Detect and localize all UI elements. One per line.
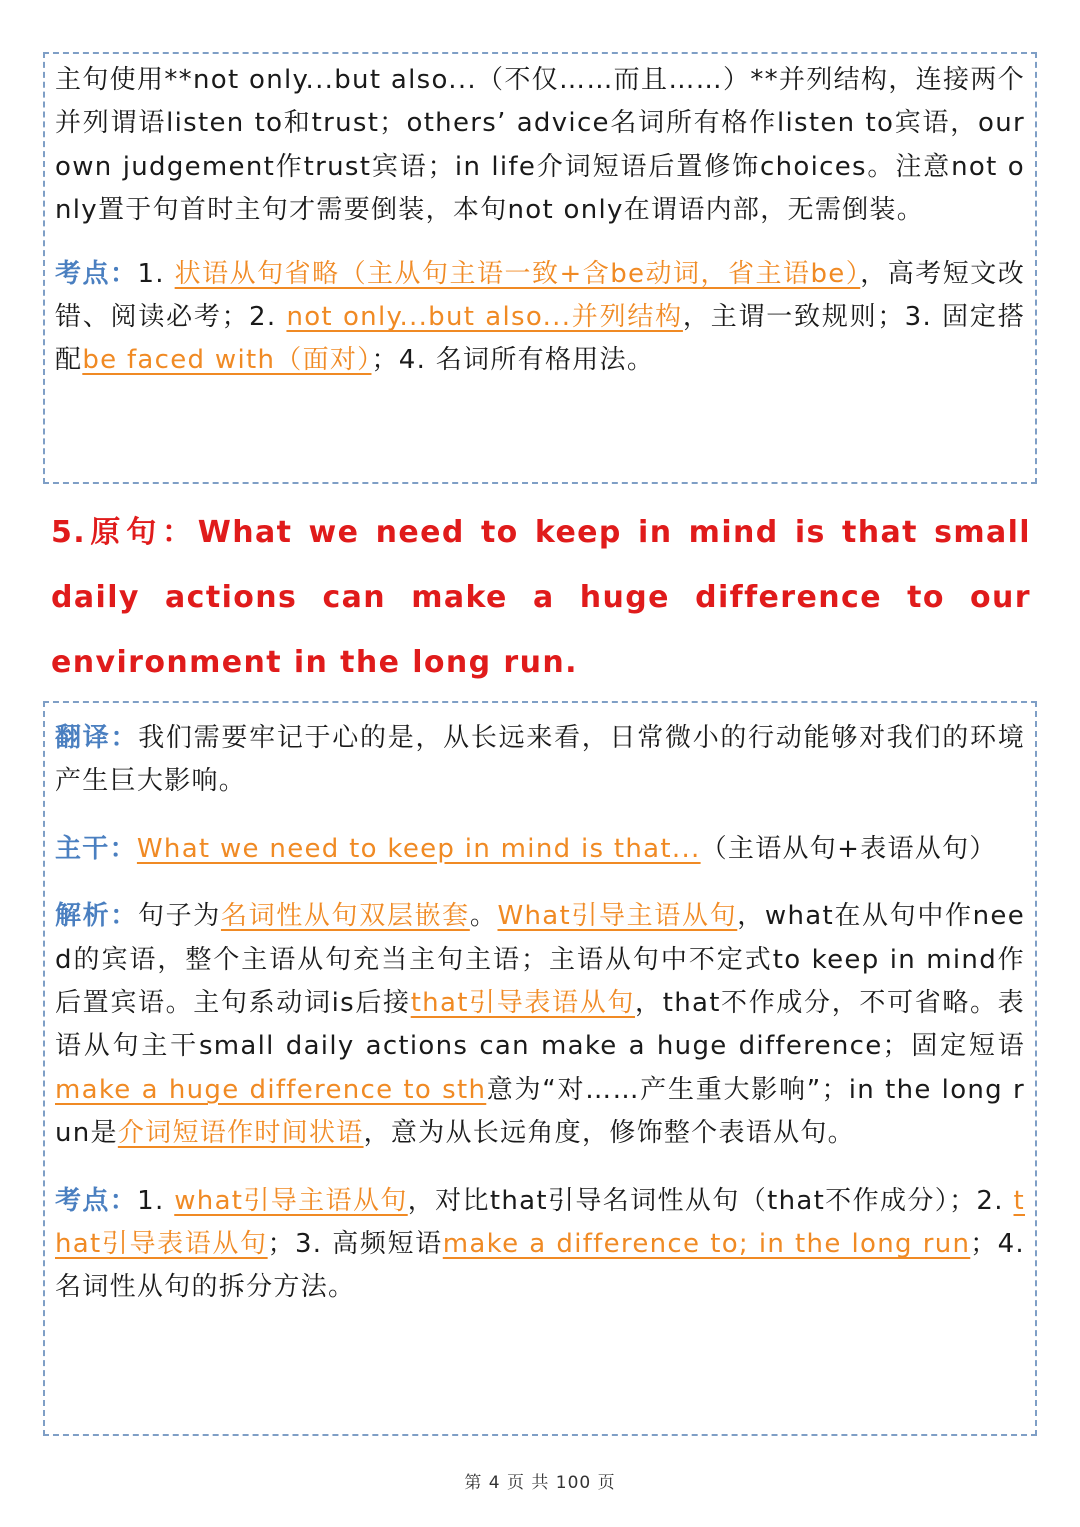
highlight-phrase: make a difference to; in the long run [442, 1229, 971, 1260]
sentence-analysis-box [43, 701, 1037, 1436]
translation-label: 翻译： [55, 723, 139, 753]
text-run: ，主谓一致规则；3. 固定搭配 [55, 302, 1025, 376]
text-run: ，意为从长远角度，修饰整个表语从句。 [363, 1118, 855, 1149]
highlight-phrase: what引导主语从句 [174, 1185, 408, 1216]
kaodian-paragraph [55, 1180, 1025, 1310]
highlight-phrase: 状语从句省略（主从句主语一致+含be动词，省主语be） [174, 258, 861, 289]
text-run: 。 [469, 901, 498, 932]
analysis-paragraph [55, 895, 1025, 1155]
text-run: ，高考短文改错、阅读必考；2. [55, 258, 1025, 333]
text-run: ；4. 名词性从句的拆分方法。 [55, 1229, 1025, 1303]
translation-text: 我们需要牢记于心的是，从长远来看，日常微小的行动能够对我们的环境产生巨大影响。 [55, 723, 1025, 797]
source-sentence: 5.原句：What we need to keep in mind is that small daily actions can make a huge difference to our environment in the long run. [51, 515, 1031, 680]
translation-paragraph [55, 717, 1025, 804]
highlight-phrase: make a huge difference to sth [55, 1074, 487, 1105]
highlight-phrase: What引导主语从句 [497, 901, 738, 932]
text-run: 句子为 [137, 901, 221, 932]
text-run: ，that不作成分，不可省略。表语从句主干small daily actions can make a huge difference；固定短语 [55, 988, 1025, 1062]
page-footer: 第 4 页 共 100 页 [464, 1473, 616, 1493]
kaodian-label: 考点： [55, 258, 138, 289]
text-run: 1. [137, 1185, 175, 1216]
analysis-label: 解析： [55, 901, 138, 932]
kaodian-label: 考点： [55, 1185, 138, 1216]
text-run: 意为“对……产生重大影响”；in the long run是 [55, 1074, 1025, 1149]
highlight-phrase: that引导表语从句 [55, 1185, 1025, 1260]
text-run: ；4. 名词所有格用法。 [371, 345, 655, 376]
text-run: ，对比that引导名词性从句（that不作成分）；2. [407, 1185, 1014, 1216]
trunk-paragraph [55, 828, 1025, 871]
highlight-phrase: be faced with（面对） [82, 345, 372, 376]
kaodian-paragraph [55, 253, 1025, 383]
analysis-continued-paragraph: 主句使用**not only...but also...（不仅……而且……）**并列结构，连接两个并列谓语listen to和trust；others’ advice名词所有格作listen to宾语，our own judgement作trust宾语；in life介词短语后置修饰choices。注意not only置于句首时主句才需要倒装，本句not only在谓语内部，无需倒装。 [55, 65, 1025, 226]
trunk-text: （主语从句+表语从句） [700, 833, 997, 864]
trunk-highlight: What we need to keep in mind is that... [136, 833, 701, 864]
highlight-phrase: not only...but also...并列结构 [286, 302, 683, 333]
highlight-phrase: 名词性从句双层嵌套 [220, 901, 470, 932]
text-run: 1. [137, 258, 175, 289]
trunk-label: 主干： [55, 833, 137, 864]
text-run: ；3. 高频短语 [267, 1229, 443, 1260]
analysis-box-continued [43, 52, 1037, 484]
highlight-phrase: that引导表语从句 [410, 988, 636, 1019]
text-run: ，what在从句中作need的宾语，整个主语从句充当主句主语；主语从句中不定式to keep in mind作后置宾语。主句系动词is后接 [55, 901, 1025, 1019]
highlight-phrase: 介词短语作时间状语 [117, 1118, 364, 1149]
